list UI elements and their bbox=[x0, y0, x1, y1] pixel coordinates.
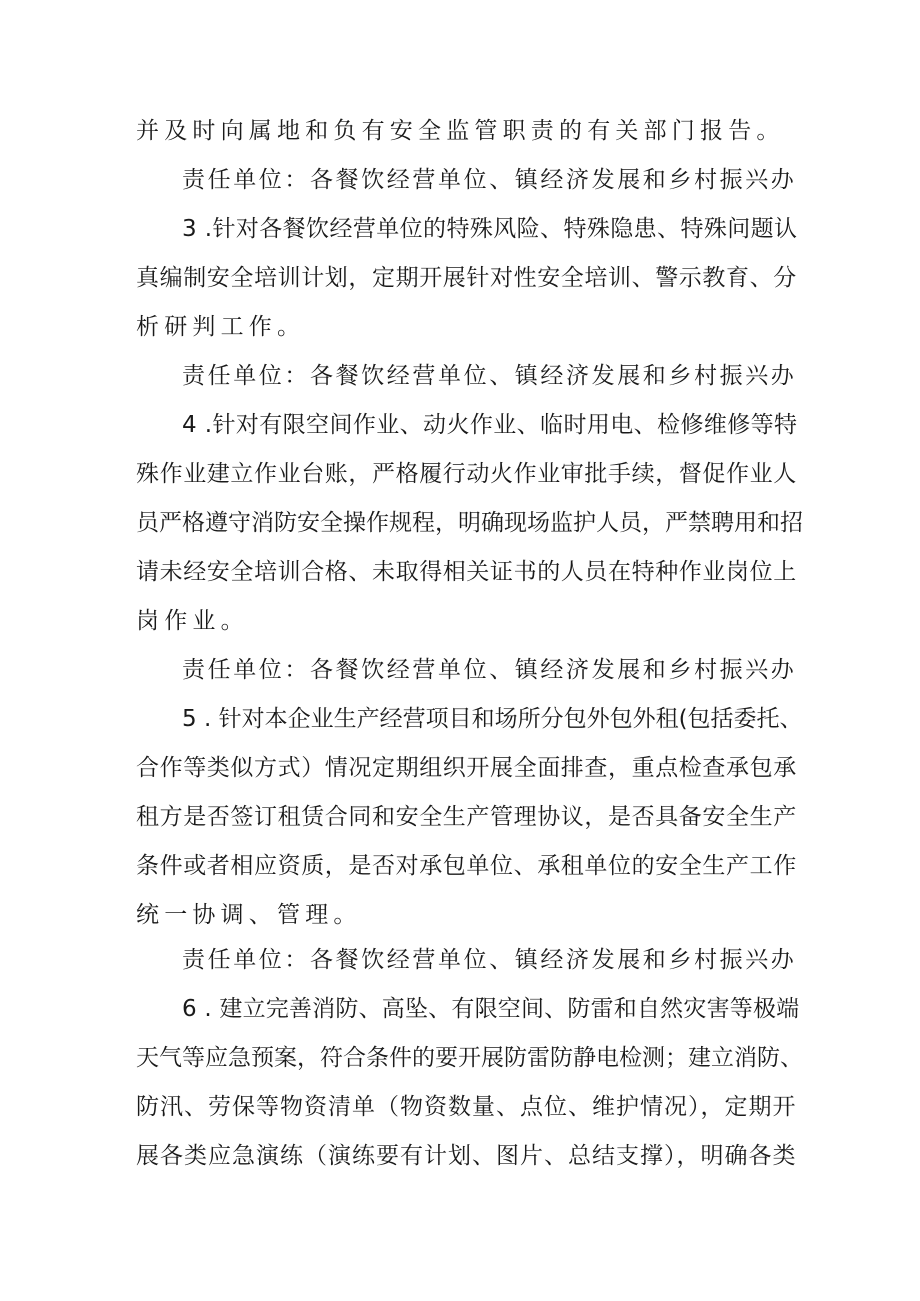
responsible-unit-line: 责任单位：各餐饮经营单位、镇经济发展和乡村振兴办 bbox=[182, 657, 797, 683]
paragraph-line: 统一协调、管理。 bbox=[136, 902, 362, 928]
item-6-heading-line: 6 . 建立完善消防、高坠、有限空间、防雷和自然灾害等极端 bbox=[182, 996, 800, 1022]
item-5-heading-line: 5 . 针对本企业生产经营项目和场所分包外包外租(包括委托、 bbox=[182, 706, 803, 732]
paragraph-line: 真编制安全培训计划，定期开展针对性安全培训、警示教育、分 bbox=[136, 265, 797, 291]
paragraph-line: 租方是否签订租赁合同和安全生产管理协议，是否具备安全生产 bbox=[136, 804, 797, 830]
paragraph-line: 天气等应急预案，符合条件的要开展防雷防静电检测；建立消防、 bbox=[136, 1045, 803, 1071]
paragraph-line: 岗作业。 bbox=[136, 608, 249, 634]
responsible-unit-line: 责任单位：各餐饮经营单位、镇经济发展和乡村振兴办 bbox=[182, 947, 797, 973]
paragraph-line: 并及时向属地和负有安全监管职责的有关部门报告。 bbox=[136, 118, 785, 144]
paragraph-line: 防汛、劳保等物资清单（物资数量、点位、维护情况），定期开 bbox=[136, 1094, 797, 1120]
paragraph-line: 条件或者相应资质，是否对承包单位、承租单位的安全生产工作 bbox=[136, 853, 797, 879]
paragraph-line: 析研判工作。 bbox=[136, 314, 306, 340]
item-3-heading-line: 3 .针对各餐饮经营单位的特殊风险、特殊隐患、特殊问题认 bbox=[182, 216, 798, 242]
paragraph-line: 合作等类似方式）情况定期组织开展全面排查，重点检查承包承 bbox=[136, 755, 797, 781]
paragraph-line: 殊作业建立作业台账，严格履行动火作业审批手续，督促作业人 bbox=[136, 461, 797, 487]
paragraph-line: 请未经安全培训合格、未取得相关证书的人员在特种作业岗位上 bbox=[136, 559, 797, 585]
paragraph-line: 员严格遵守消防安全操作规程，明确现场监护人员，严禁聘用和招 bbox=[136, 510, 803, 536]
paragraph-line: 展各类应急演练（演练要有计划、图片、总结支撑），明确各类 bbox=[136, 1143, 797, 1169]
responsible-unit-line: 责任单位：各餐饮经营单位、镇经济发展和乡村振兴办 bbox=[182, 363, 797, 389]
responsible-unit-line: 责任单位：各餐饮经营单位、镇经济发展和乡村振兴办 bbox=[182, 167, 797, 193]
item-4-heading-line: 4 .针对有限空间作业、动火作业、临时用电、检修维修等特 bbox=[182, 412, 798, 438]
